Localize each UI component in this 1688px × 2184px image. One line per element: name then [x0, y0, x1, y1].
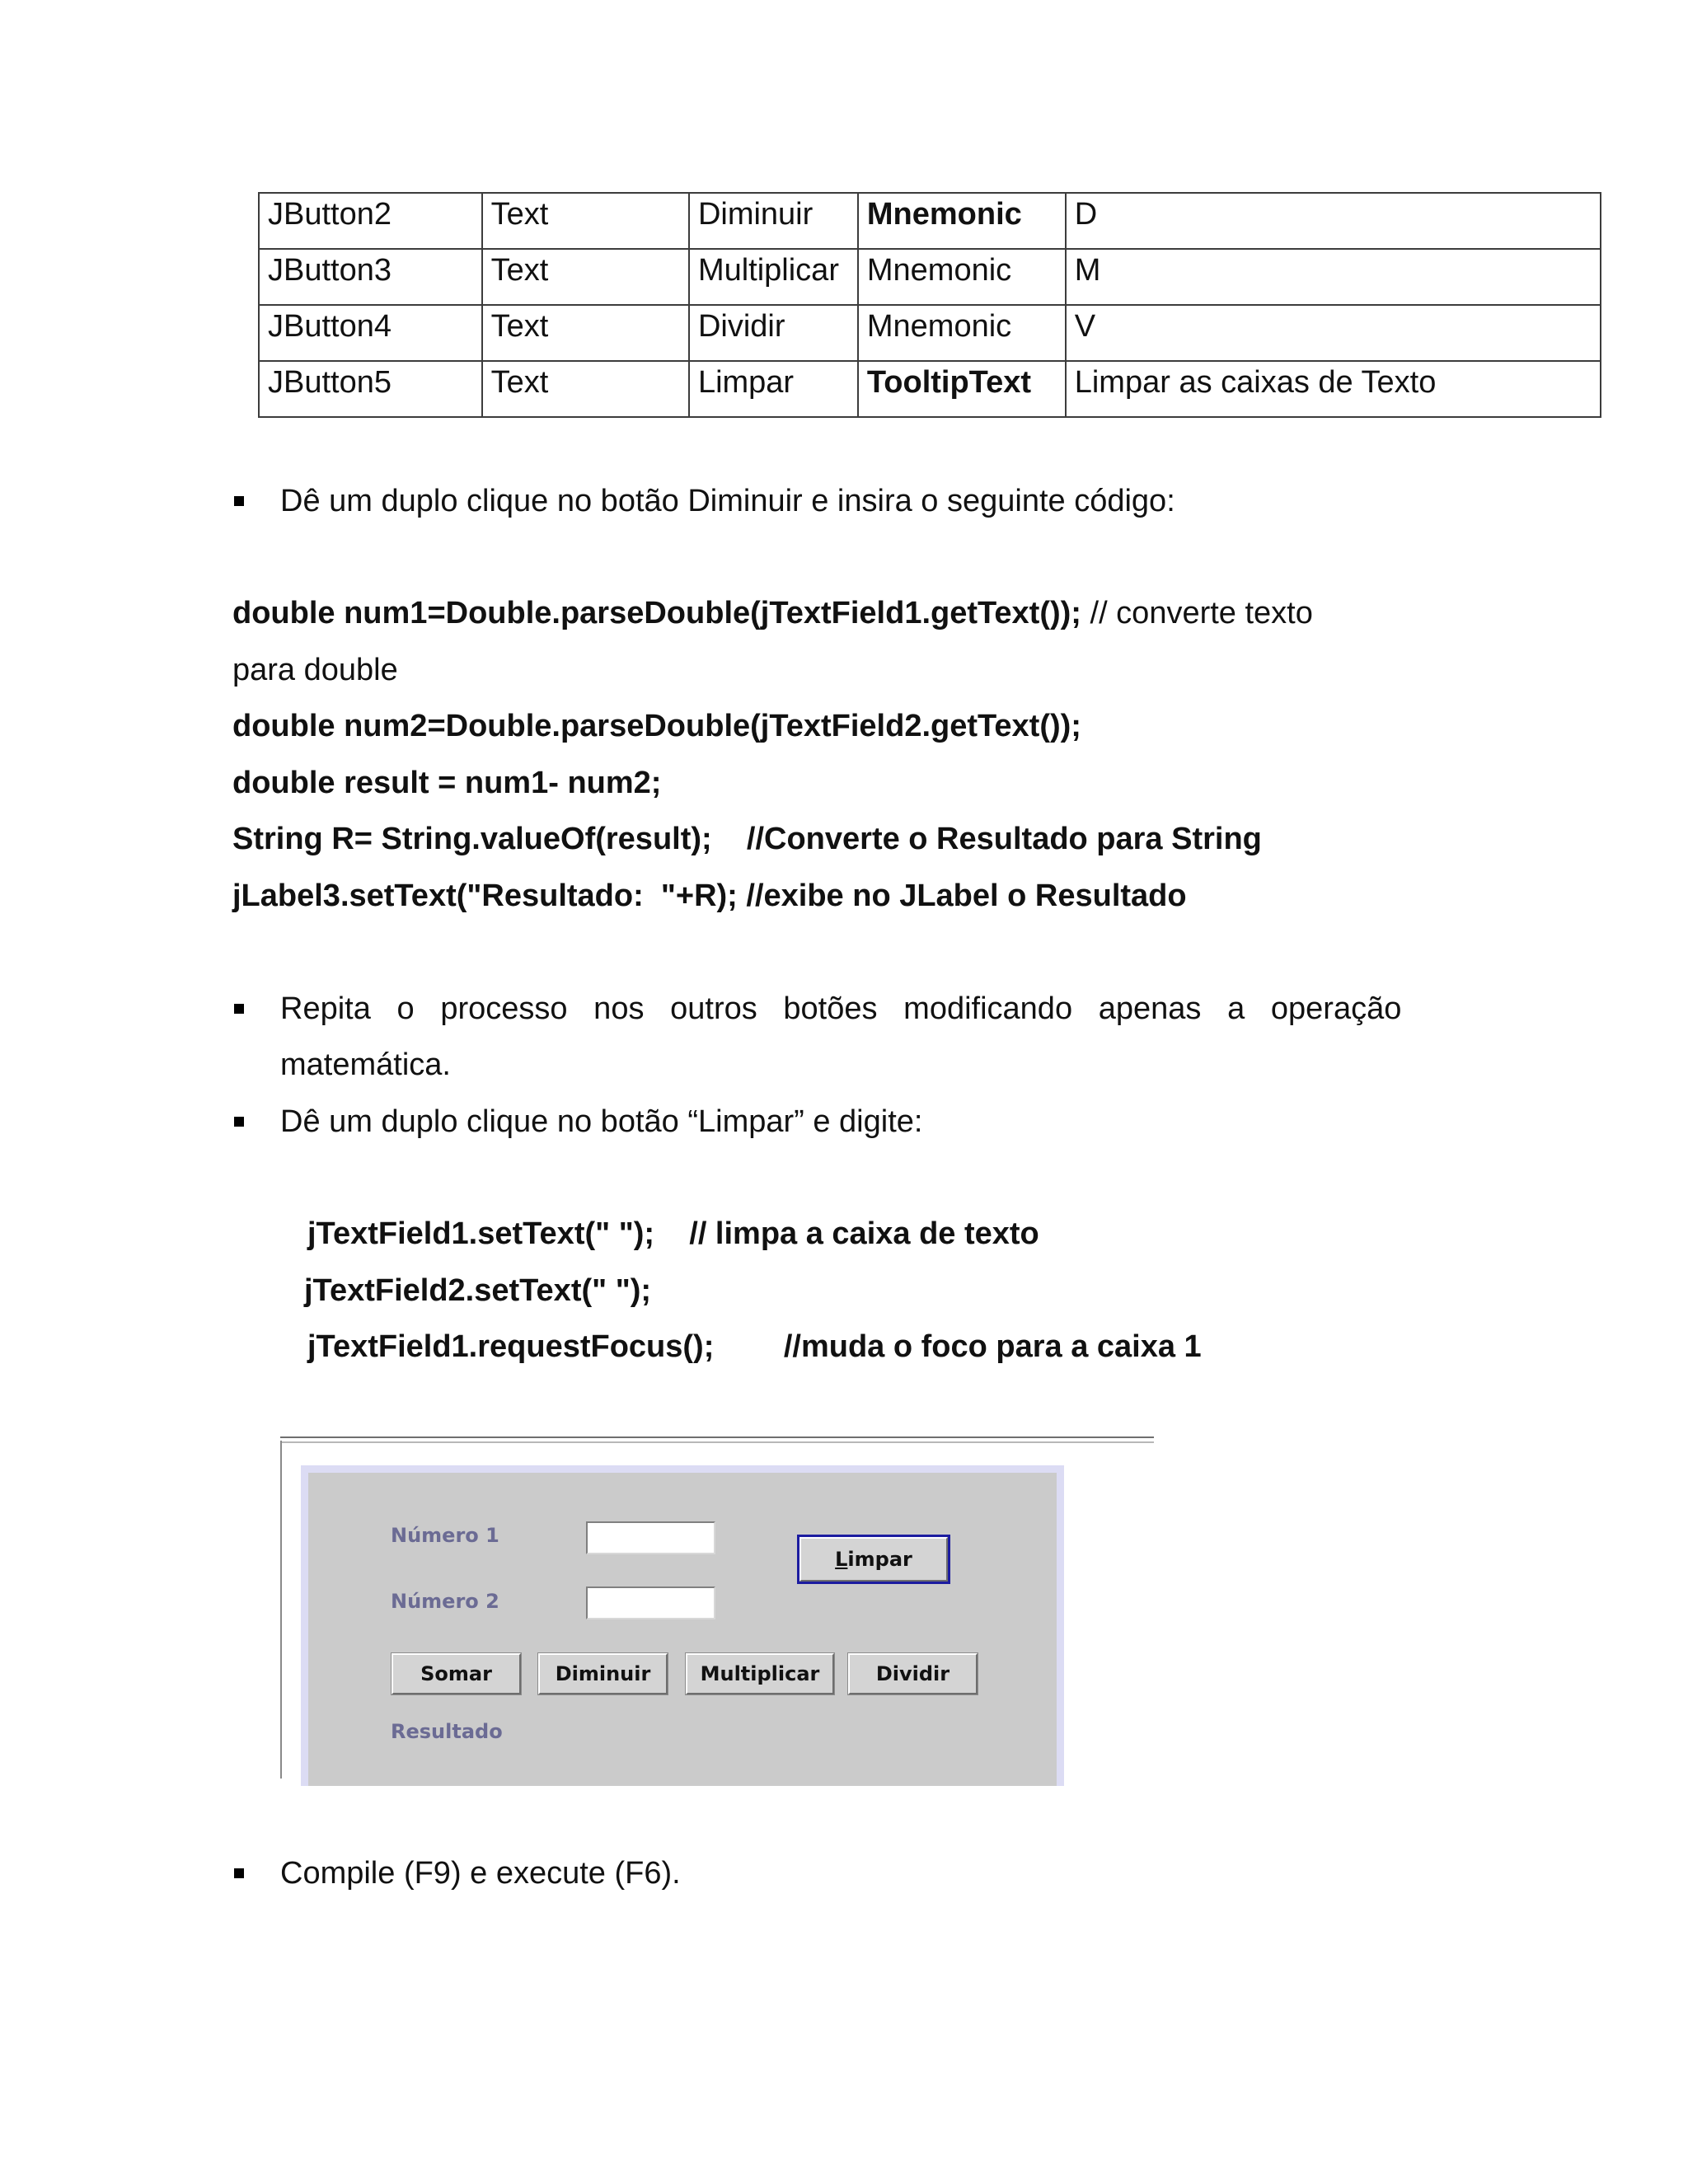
code-statement: double result = num1- num2;	[232, 766, 662, 800]
code-line-wrap: para double	[232, 653, 398, 687]
bullet-icon	[234, 496, 244, 506]
numero1-input[interactable]	[586, 1521, 715, 1554]
table-cell-property: Mnemonic	[858, 249, 1066, 305]
code-line	[232, 818, 1262, 860]
table-row	[259, 361, 1601, 417]
limpar-button[interactable]	[799, 1537, 948, 1582]
step-repita-text-line2: matemática.	[280, 1047, 451, 1082]
table-cell-value: Limpar as caixas de Texto	[1066, 361, 1601, 417]
code-line	[304, 1270, 651, 1311]
table-cell-property: TooltipText	[858, 361, 1066, 417]
table-cell-value: V	[1066, 305, 1601, 361]
table-row	[259, 305, 1601, 361]
table-cell-value: Multiplicar	[689, 249, 858, 305]
code-line	[232, 593, 1313, 634]
label-numero-2: Número 2	[391, 1590, 499, 1613]
code-statement: jTextField1.setText(" "); // limpa a caixa de texto	[307, 1216, 1039, 1251]
properties-table	[258, 192, 1601, 418]
code-statement: jTextField2.setText(" ");	[304, 1273, 652, 1308]
label-resultado: Resultado	[391, 1720, 503, 1743]
table-cell-property: Text	[482, 249, 689, 305]
table-cell-component: JButton3	[259, 249, 482, 305]
code-statement: jLabel3.setText("Resultado: "+R); //exibe no JLabel o Resultado	[232, 879, 1187, 913]
step-compile-text: Compile (F9) e execute (F6).	[280, 1856, 681, 1891]
code-line	[232, 875, 1187, 916]
code-statement: double num2=Double.parseDouble(jTextField2.getText());	[232, 709, 1081, 743]
code-line	[307, 1326, 1202, 1367]
table-cell-component: JButton5	[259, 361, 482, 417]
table-cell-property: Text	[482, 361, 689, 417]
limpar-button-mnemonic: L	[835, 1548, 848, 1571]
step-diminuir-text: Dê um duplo clique no botão Diminuir e insira o seguinte código:	[280, 484, 1175, 518]
table-cell-property: Text	[482, 305, 689, 361]
code-line	[307, 1213, 1039, 1254]
table-cell-component: JButton2	[259, 193, 482, 249]
step-limpar-text: Dê um duplo clique no botão “Limpar” e digite:	[280, 1104, 923, 1139]
table-cell-property: Mnemonic	[858, 193, 1066, 249]
code-statement: jTextField1.requestFocus(); //muda o foco para a caixa 1	[307, 1329, 1202, 1364]
bullet-icon	[234, 1117, 244, 1127]
code-line	[232, 762, 661, 804]
code-statement: String R= String.valueOf(result); //Converte o Resultado para String	[232, 822, 1262, 856]
code-statement: double num1=Double.parseDouble(jTextField1.getText());	[232, 596, 1081, 630]
table-cell-value: Dividir	[689, 305, 858, 361]
label-numero-1: Número 1	[391, 1524, 499, 1547]
diminuir-button[interactable]: Diminuir	[538, 1653, 668, 1694]
step-repita-text-line1: Repita o processo nos outros botões modificando apenas a operação	[280, 991, 1402, 1026]
table-row	[259, 193, 1601, 249]
screenshot-top-border	[280, 1436, 1154, 1443]
table-cell-property: Text	[482, 193, 689, 249]
multiplicar-button[interactable]: Multiplicar	[686, 1653, 834, 1694]
table-cell-value: D	[1066, 193, 1601, 249]
table-cell-component: JButton4	[259, 305, 482, 361]
table-cell-property: Mnemonic	[858, 305, 1066, 361]
code-line	[232, 705, 1081, 747]
screenshot-left-border	[280, 1441, 282, 1779]
somar-button[interactable]: Somar	[392, 1653, 521, 1694]
bullet-icon	[234, 1004, 244, 1014]
code-comment: // converte texto	[1081, 596, 1313, 630]
table-row	[259, 249, 1601, 305]
table-cell-value: Limpar	[689, 361, 858, 417]
numero2-input[interactable]	[586, 1586, 715, 1619]
table-cell-value: Diminuir	[689, 193, 858, 249]
table-cell-value: M	[1066, 249, 1601, 305]
limpar-button-label: impar	[847, 1548, 912, 1571]
bullet-icon	[234, 1868, 244, 1878]
dividir-button[interactable]: Dividir	[848, 1653, 978, 1694]
